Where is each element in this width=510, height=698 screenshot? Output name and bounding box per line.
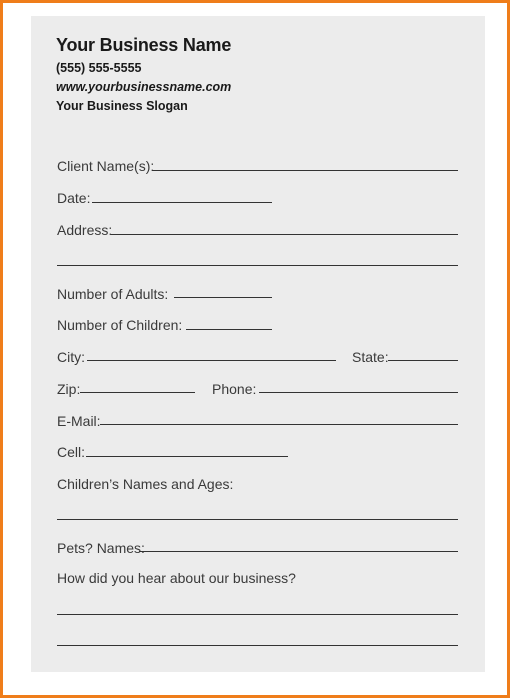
children-label: Number of Children: bbox=[57, 317, 183, 333]
cell-label: Cell: bbox=[57, 444, 86, 460]
phone-label: Phone: bbox=[212, 381, 257, 397]
hear-about-field-line-2[interactable] bbox=[57, 645, 458, 646]
address-field-line-2[interactable] bbox=[57, 265, 458, 266]
business-name: Your Business Name bbox=[56, 35, 232, 55]
city-field[interactable] bbox=[87, 360, 336, 361]
zip-field[interactable] bbox=[80, 392, 195, 393]
email-label: E-Mail: bbox=[57, 413, 101, 429]
state-field[interactable] bbox=[388, 360, 458, 361]
business-website: www.yourbusinessname.com bbox=[56, 80, 232, 94]
children-names-ages-label: Children’s Names and Ages: bbox=[57, 476, 234, 492]
email-field[interactable] bbox=[100, 424, 458, 425]
children-field[interactable] bbox=[186, 329, 272, 330]
business-slogan: Your Business Slogan bbox=[56, 99, 188, 113]
children-names-ages-field[interactable] bbox=[57, 519, 458, 520]
pets-field[interactable] bbox=[139, 551, 458, 552]
business-phone: (555) 555-5555 bbox=[56, 61, 142, 75]
city-label: City: bbox=[57, 349, 85, 365]
hear-about-label: How did you hear about our business? bbox=[57, 570, 296, 586]
phone-field[interactable] bbox=[259, 392, 458, 393]
state-label: State: bbox=[352, 349, 389, 365]
adults-field[interactable] bbox=[174, 297, 272, 298]
hear-about-field[interactable] bbox=[57, 614, 458, 615]
address-label: Address: bbox=[57, 222, 113, 238]
business-header bbox=[56, 34, 231, 113]
pets-label: Pets? Names: bbox=[57, 540, 145, 556]
client-names-field[interactable] bbox=[152, 170, 458, 171]
cell-field[interactable] bbox=[86, 456, 288, 457]
address-field[interactable] bbox=[111, 234, 458, 235]
client-names-label: Client Name(s): bbox=[57, 158, 155, 174]
date-field[interactable] bbox=[92, 202, 272, 203]
adults-label: Number of Adults: bbox=[57, 286, 169, 302]
date-label: Date: bbox=[57, 190, 91, 206]
zip-label: Zip: bbox=[57, 381, 81, 397]
